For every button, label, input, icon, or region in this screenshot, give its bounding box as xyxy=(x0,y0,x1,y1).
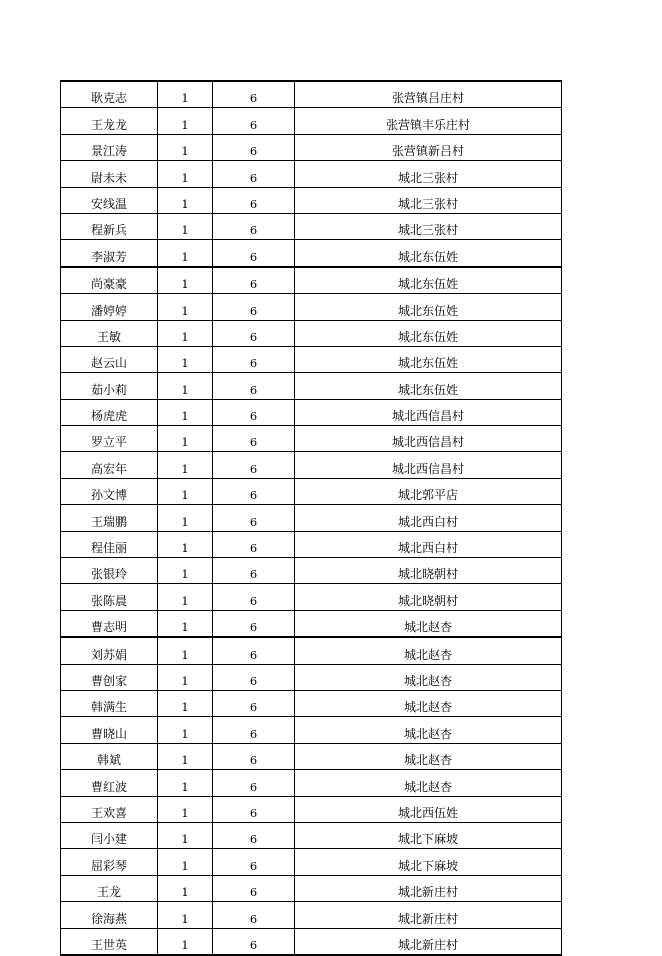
name-cell: 徐海燕 xyxy=(61,902,158,928)
table-row xyxy=(61,928,562,955)
count-cell: 1 xyxy=(158,822,213,848)
table-row xyxy=(61,690,562,716)
table-row xyxy=(61,770,562,796)
table-row xyxy=(61,240,562,267)
address-cell: 城北郭平店 xyxy=(295,478,562,504)
address-cell: 城北晓朝村 xyxy=(295,584,562,610)
name-cell: 耿克志 xyxy=(61,81,158,108)
count-cell: 1 xyxy=(158,717,213,743)
value-cell: 6 xyxy=(213,610,295,637)
address-cell: 城北赵杏 xyxy=(295,690,562,716)
value-cell: 6 xyxy=(213,849,295,875)
address-cell: 城北三张村 xyxy=(295,187,562,213)
count-cell: 1 xyxy=(158,320,213,346)
address-cell: 城北下麻坡 xyxy=(295,822,562,848)
spreadsheet-page xyxy=(60,80,561,956)
count-cell: 1 xyxy=(158,187,213,213)
count-cell: 1 xyxy=(158,240,213,267)
address-cell: 城北赵杏 xyxy=(295,743,562,769)
address-cell: 城北东伍姓 xyxy=(295,373,562,399)
count-cell: 1 xyxy=(158,928,213,955)
name-cell: 李淑芳 xyxy=(61,240,158,267)
count-cell: 1 xyxy=(158,584,213,610)
table-row xyxy=(61,531,562,557)
table-row xyxy=(61,81,562,108)
name-cell: 屈彩琴 xyxy=(61,849,158,875)
table-row xyxy=(61,108,562,134)
table-row xyxy=(61,426,562,452)
value-cell: 6 xyxy=(213,478,295,504)
value-cell: 6 xyxy=(213,320,295,346)
table-row xyxy=(61,267,562,294)
name-cell: 程新兵 xyxy=(61,213,158,239)
value-cell: 6 xyxy=(213,875,295,901)
count-cell: 1 xyxy=(158,399,213,425)
name-cell: 王龙 xyxy=(61,875,158,901)
name-cell: 孙文博 xyxy=(61,478,158,504)
address-cell: 城北赵杏 xyxy=(295,637,562,664)
table-row xyxy=(61,134,562,160)
name-cell: 高宏年 xyxy=(61,452,158,478)
value-cell: 6 xyxy=(213,81,295,108)
count-cell: 1 xyxy=(158,134,213,160)
table-row xyxy=(61,610,562,637)
address-cell: 城北东伍姓 xyxy=(295,294,562,320)
name-cell: 程佳丽 xyxy=(61,531,158,557)
address-cell: 城北赵杏 xyxy=(295,664,562,690)
name-cell: 曹红波 xyxy=(61,770,158,796)
count-cell: 1 xyxy=(158,558,213,584)
value-cell: 6 xyxy=(213,373,295,399)
table-row xyxy=(61,478,562,504)
value-cell: 6 xyxy=(213,426,295,452)
value-cell: 6 xyxy=(213,399,295,425)
name-cell: 尉未未 xyxy=(61,161,158,187)
address-cell: 城北西信昌村 xyxy=(295,426,562,452)
value-cell: 6 xyxy=(213,187,295,213)
name-cell: 王欢喜 xyxy=(61,796,158,822)
table-body xyxy=(61,81,562,955)
count-cell: 1 xyxy=(158,426,213,452)
name-cell: 闫小建 xyxy=(61,822,158,848)
count-cell: 1 xyxy=(158,373,213,399)
value-cell: 6 xyxy=(213,902,295,928)
value-cell: 6 xyxy=(213,743,295,769)
address-cell: 城北西伍姓 xyxy=(295,796,562,822)
name-cell: 尚豪豪 xyxy=(61,267,158,294)
value-cell: 6 xyxy=(213,558,295,584)
name-cell: 韩满生 xyxy=(61,690,158,716)
value-cell: 6 xyxy=(213,822,295,848)
address-cell: 城北下麻坡 xyxy=(295,849,562,875)
value-cell: 6 xyxy=(213,531,295,557)
address-cell: 张营镇新吕村 xyxy=(295,134,562,160)
value-cell: 6 xyxy=(213,796,295,822)
table-row xyxy=(61,664,562,690)
count-cell: 1 xyxy=(158,346,213,372)
address-cell: 城北赵杏 xyxy=(295,717,562,743)
count-cell: 1 xyxy=(158,796,213,822)
count-cell: 1 xyxy=(158,505,213,531)
count-cell: 1 xyxy=(158,267,213,294)
table-row xyxy=(61,902,562,928)
count-cell: 1 xyxy=(158,161,213,187)
value-cell: 6 xyxy=(213,664,295,690)
value-cell: 6 xyxy=(213,717,295,743)
value-cell: 6 xyxy=(213,928,295,955)
table-row xyxy=(61,743,562,769)
table-row xyxy=(61,822,562,848)
table-row xyxy=(61,213,562,239)
value-cell: 6 xyxy=(213,161,295,187)
table-row xyxy=(61,399,562,425)
address-cell: 城北西信昌村 xyxy=(295,399,562,425)
address-cell: 张营镇丰乐庄村 xyxy=(295,108,562,134)
address-cell: 城北西白村 xyxy=(295,531,562,557)
table-row xyxy=(61,452,562,478)
value-cell: 6 xyxy=(213,770,295,796)
address-cell: 城北东伍姓 xyxy=(295,346,562,372)
value-cell: 6 xyxy=(213,690,295,716)
address-cell: 张营镇吕庄村 xyxy=(295,81,562,108)
name-cell: 王龙龙 xyxy=(61,108,158,134)
address-cell: 城北新庄村 xyxy=(295,875,562,901)
count-cell: 1 xyxy=(158,81,213,108)
count-cell: 1 xyxy=(158,294,213,320)
address-cell: 城北西白村 xyxy=(295,505,562,531)
value-cell: 6 xyxy=(213,108,295,134)
value-cell: 6 xyxy=(213,637,295,664)
table-row xyxy=(61,505,562,531)
count-cell: 1 xyxy=(158,875,213,901)
value-cell: 6 xyxy=(213,267,295,294)
name-cell: 韩斌 xyxy=(61,743,158,769)
address-cell: 城北三张村 xyxy=(295,213,562,239)
table-row xyxy=(61,294,562,320)
value-cell: 6 xyxy=(213,452,295,478)
count-cell: 1 xyxy=(158,770,213,796)
value-cell: 6 xyxy=(213,240,295,267)
name-cell: 曹晓山 xyxy=(61,717,158,743)
table-row xyxy=(61,161,562,187)
name-cell: 曹志明 xyxy=(61,610,158,637)
name-cell: 张陈晨 xyxy=(61,584,158,610)
address-cell: 城北东伍姓 xyxy=(295,267,562,294)
table-row xyxy=(61,187,562,213)
value-cell: 6 xyxy=(213,294,295,320)
table-row xyxy=(61,875,562,901)
value-cell: 6 xyxy=(213,584,295,610)
table-row xyxy=(61,558,562,584)
table-row xyxy=(61,717,562,743)
address-cell: 城北东伍姓 xyxy=(295,240,562,267)
count-cell: 1 xyxy=(158,478,213,504)
name-cell: 罗立平 xyxy=(61,426,158,452)
table-row xyxy=(61,849,562,875)
address-cell: 城北三张村 xyxy=(295,161,562,187)
table-row xyxy=(61,796,562,822)
value-cell: 6 xyxy=(213,213,295,239)
value-cell: 6 xyxy=(213,346,295,372)
address-cell: 城北赵杏 xyxy=(295,770,562,796)
name-cell: 景江涛 xyxy=(61,134,158,160)
data-table xyxy=(60,80,562,956)
address-cell: 城北新庄村 xyxy=(295,928,562,955)
value-cell: 6 xyxy=(213,505,295,531)
name-cell: 刘苏娟 xyxy=(61,637,158,664)
name-cell: 潘婷婷 xyxy=(61,294,158,320)
name-cell: 安线温 xyxy=(61,187,158,213)
table-row xyxy=(61,346,562,372)
count-cell: 1 xyxy=(158,902,213,928)
count-cell: 1 xyxy=(158,849,213,875)
address-cell: 城北西信昌村 xyxy=(295,452,562,478)
count-cell: 1 xyxy=(158,637,213,664)
name-cell: 张银玲 xyxy=(61,558,158,584)
address-cell: 城北赵杏 xyxy=(295,610,562,637)
table-row xyxy=(61,637,562,664)
name-cell: 赵云山 xyxy=(61,346,158,372)
table-row xyxy=(61,320,562,346)
count-cell: 1 xyxy=(158,531,213,557)
name-cell: 曹创家 xyxy=(61,664,158,690)
name-cell: 杨虎虎 xyxy=(61,399,158,425)
count-cell: 1 xyxy=(158,452,213,478)
address-cell: 城北新庄村 xyxy=(295,902,562,928)
count-cell: 1 xyxy=(158,664,213,690)
name-cell: 王瑞鹏 xyxy=(61,505,158,531)
name-cell: 王世英 xyxy=(61,928,158,955)
address-cell: 城北晓朝村 xyxy=(295,558,562,584)
count-cell: 1 xyxy=(158,213,213,239)
count-cell: 1 xyxy=(158,690,213,716)
count-cell: 1 xyxy=(158,610,213,637)
table-row xyxy=(61,584,562,610)
value-cell: 6 xyxy=(213,134,295,160)
count-cell: 1 xyxy=(158,108,213,134)
table-row xyxy=(61,373,562,399)
count-cell: 1 xyxy=(158,743,213,769)
address-cell: 城北东伍姓 xyxy=(295,320,562,346)
name-cell: 王敏 xyxy=(61,320,158,346)
name-cell: 茹小莉 xyxy=(61,373,158,399)
